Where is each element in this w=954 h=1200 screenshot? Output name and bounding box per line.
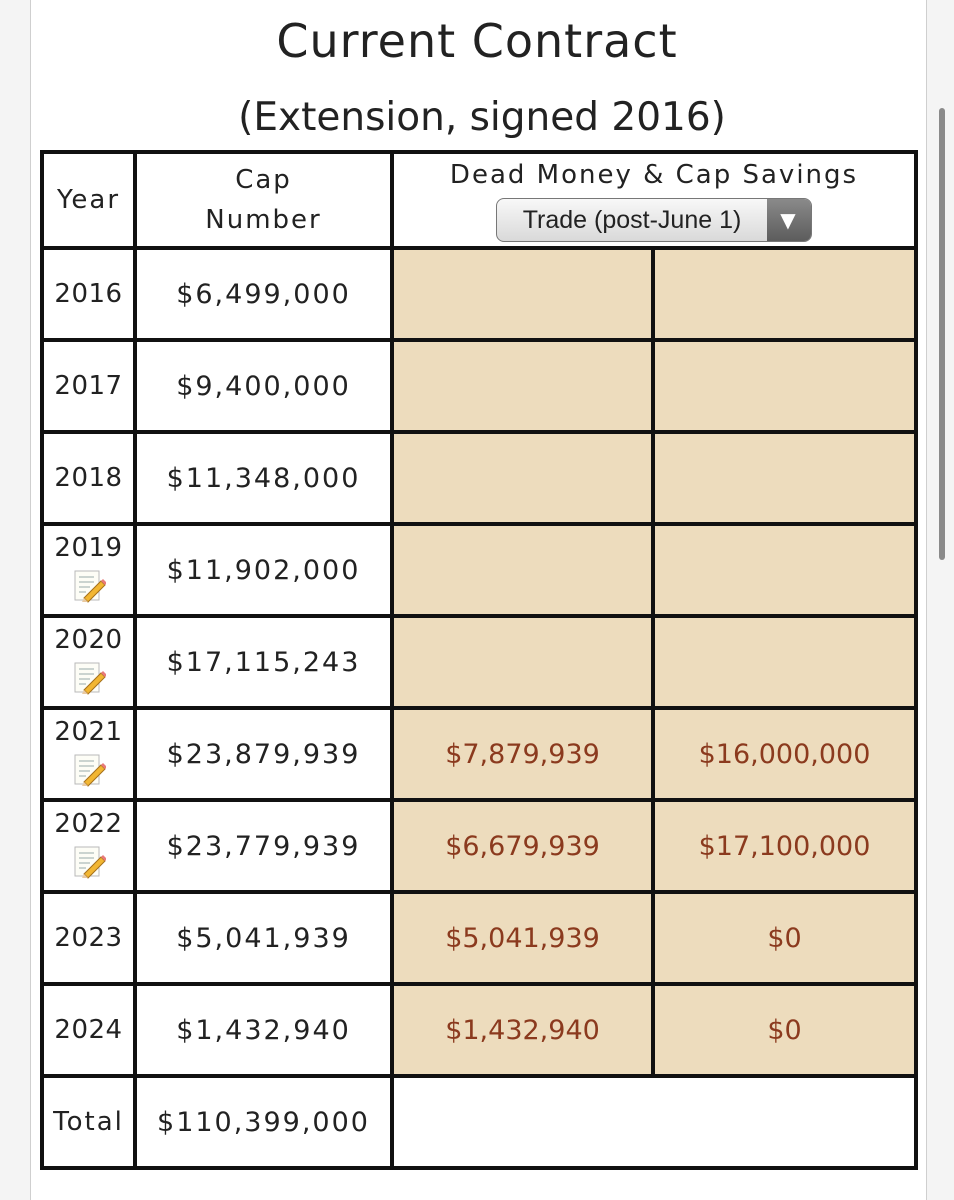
cap-number-cell: $5,041,939 — [135, 892, 392, 984]
cap-savings-cell — [653, 340, 916, 432]
table-row — [42, 892, 916, 984]
dropdown-arrow-icon[interactable]: ▼ — [767, 199, 811, 241]
table-row — [42, 432, 916, 524]
cap-savings-cell: $17,100,000 — [653, 800, 916, 892]
cap-number-cell: $6,499,000 — [135, 248, 392, 340]
table-row — [42, 616, 916, 708]
cap-number-cell: $1,432,940 — [135, 984, 392, 1076]
dead-money-cell — [392, 616, 653, 708]
memo-pencil-icon[interactable] — [72, 845, 106, 879]
year-value: 2020 — [54, 625, 123, 655]
year-value: 2021 — [54, 717, 123, 747]
year-value: 2018 — [54, 463, 123, 493]
cap-header-line1: Cap — [235, 165, 292, 195]
table-row — [42, 524, 916, 616]
year-column-header: Year — [42, 152, 135, 248]
table-row — [42, 340, 916, 432]
year-value: 2019 — [54, 533, 123, 563]
year-cell — [42, 984, 135, 1076]
year-cell — [42, 892, 135, 984]
year-cell — [42, 432, 135, 524]
year-cell — [42, 524, 135, 616]
dead-money-cell — [392, 248, 653, 340]
memo-pencil-icon[interactable] — [72, 661, 106, 695]
cap-header-line2: Number — [205, 205, 322, 235]
cap-savings-cell: $0 — [653, 984, 916, 1076]
page-title: Current Contract — [276, 14, 678, 68]
cap-number-cell: $11,348,000 — [135, 432, 392, 524]
dead-money-cell — [392, 432, 653, 524]
year-cell — [42, 708, 135, 800]
year-cell — [42, 248, 135, 340]
cap-savings-cell — [653, 524, 916, 616]
table-row — [42, 708, 916, 800]
table-row — [42, 984, 916, 1076]
cap-number-cell: $23,879,939 — [135, 708, 392, 800]
scenario-select-value: Trade (post-June 1) — [522, 206, 742, 234]
table-row — [42, 248, 916, 340]
memo-pencil-icon[interactable] — [72, 569, 106, 603]
cap-savings-cell — [653, 248, 916, 340]
dead-money-cell: $5,041,939 — [392, 892, 653, 984]
scrollbar[interactable] — [939, 108, 945, 560]
year-value: 2023 — [54, 923, 123, 953]
cap-number-cell: $9,400,000 — [135, 340, 392, 432]
memo-pencil-icon[interactable] — [72, 753, 106, 787]
cap-savings-cell: $0 — [653, 892, 916, 984]
dead-money-cell: $7,879,939 — [392, 708, 653, 800]
contract-table — [40, 150, 918, 1170]
total-cap-number: $110,399,000 — [135, 1076, 392, 1168]
year-value: 2016 — [54, 279, 123, 309]
total-label: Total — [42, 1076, 135, 1168]
header-row — [42, 152, 916, 248]
cap-savings-cell — [653, 616, 916, 708]
scenario-select[interactable] — [496, 198, 812, 242]
cap-number-cell: $17,115,243 — [135, 616, 392, 708]
dead-money-cell: $6,679,939 — [392, 800, 653, 892]
cap-number-cell: $23,779,939 — [135, 800, 392, 892]
cap-number-cell: $11,902,000 — [135, 524, 392, 616]
dead-money-header-label: Dead Money & Cap Savings — [449, 160, 859, 190]
year-value: 2022 — [54, 809, 123, 839]
year-cell — [42, 800, 135, 892]
year-cell — [42, 340, 135, 432]
total-empty-cell — [392, 1076, 916, 1168]
dead-money-cell: $1,432,940 — [392, 984, 653, 1076]
cap-savings-cell: $16,000,000 — [653, 708, 916, 800]
year-cell — [42, 616, 135, 708]
cap-number-column-header — [135, 152, 392, 248]
dead-money-column-header — [392, 152, 916, 248]
cap-savings-cell — [653, 432, 916, 524]
page-subtitle: (Extension, signed 2016) — [238, 95, 726, 140]
year-value: 2024 — [54, 1015, 123, 1045]
dead-money-cell — [392, 340, 653, 432]
year-value: 2017 — [54, 371, 123, 401]
table-row — [42, 800, 916, 892]
total-row — [42, 1076, 916, 1168]
dead-money-cell — [392, 524, 653, 616]
